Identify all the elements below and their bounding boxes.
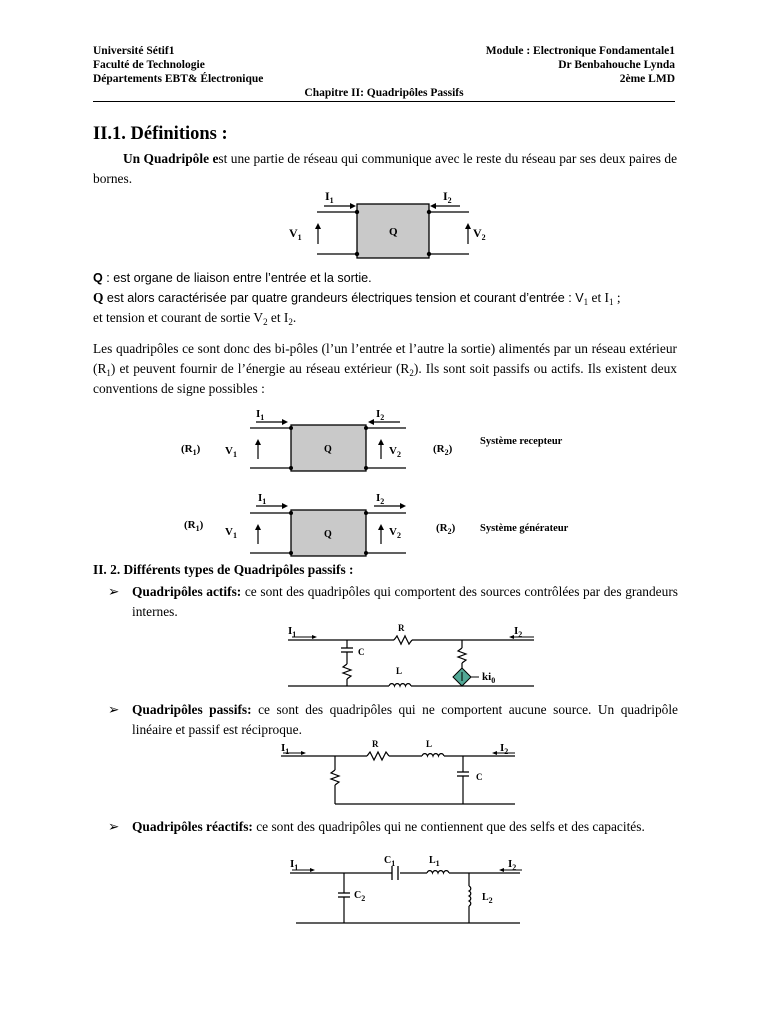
svg-text:Q: Q — [324, 444, 332, 455]
svg-text:V1: $V_1$ — [225, 445, 237, 459]
svg-text:I2: $I_2$ — [376, 492, 385, 506]
l1-label: $L_1$ — [429, 855, 440, 868]
header-left — [93, 44, 263, 86]
resistor-r-label: R — [398, 623, 405, 633]
active-circuit — [282, 618, 552, 692]
svg-text:(R1): $(R_1)$ — [181, 443, 201, 457]
svg-text:I1: $I_1$ — [258, 492, 267, 506]
v2-label: $V_2$ — [473, 226, 486, 242]
reactive-circuit — [284, 853, 529, 929]
receiver-system-diagram — [181, 408, 563, 471]
q-definition: Q : est organe de liaison entre l’entrée et la sortie. — [93, 271, 372, 285]
svg-text:I2: $I_2$ — [514, 625, 523, 639]
v1-label: $V_1$ — [289, 226, 302, 242]
svg-text:(R2): $(R_2)$ — [433, 443, 453, 457]
c1-label: $C_1$ — [384, 855, 396, 868]
q-label: Q — [389, 226, 398, 238]
teacher-name: Dr Benbahouche Lynda — [558, 59, 675, 71]
bullet-arrow-icon: ➢ — [108, 702, 120, 717]
svg-text:I2: $I_2$ — [508, 858, 517, 872]
intro-paragraph: Un Quadripôle est une partie de réseau qui communique avec le reste du réseau par ses deux paires de bornes. — [93, 151, 678, 186]
level: 2ème LMD — [619, 73, 675, 85]
l2-label: $L_2$ — [482, 892, 493, 905]
i2-label: $I_2$ — [443, 189, 452, 205]
faculty-name: Faculté de Technologie — [93, 59, 205, 71]
bipole-paragraph: Les quadripôles ce sont donc des bi-pôles (l’un l’entrée et l’autre la sortie) alimentés par un réseau extérieur $(R_1)$ et peuvent fournir de l’énergie au réseau extérieur $(R_2)$. Ils sont soit passifs ou actifs. Ils existent deux conventions de signe possibles : — [93, 341, 677, 396]
svg-text:V2: $V_2$ — [389, 526, 401, 540]
bullet-arrow-icon: ➢ — [108, 819, 120, 834]
capacitor-c-label: C — [476, 772, 483, 782]
svg-text:I1: $I_1$ — [256, 408, 265, 422]
quadripole-figure — [280, 186, 490, 266]
capacitor-c-label: C — [358, 647, 365, 657]
q-characterisation: Q est alors caractérisée par quatre grandeurs électriques tension et courant d’entrée : $V_1$ et $I_1$ ; et tension et courant de sortie $V_2$ et $I_2$. — [93, 290, 621, 327]
header-right — [420, 44, 675, 86]
svg-text:I2: $I_2$ — [376, 408, 385, 422]
generator-system-diagram — [184, 492, 569, 556]
i1-label: $I_1$ — [325, 189, 334, 205]
module-name: Module : Electronique Fondamentale1 — [485, 45, 675, 57]
svg-text:V2: $V_2$ — [389, 445, 401, 459]
svg-text:I2: $I_2$ — [500, 742, 509, 756]
resistor-r-label: R — [372, 739, 379, 749]
section2-title: II. 2. Différents types de Quadripôles passifs : — [93, 562, 354, 577]
bullet-arrow-icon: ➢ — [108, 584, 120, 599]
svg-text:Q: Q — [324, 529, 332, 540]
generator-system-label: Système générateur — [480, 523, 569, 534]
svg-text:(R1): $(R_1)$ — [184, 519, 204, 533]
svg-text:I1: $I_1$ — [290, 858, 299, 872]
svg-text:V1: $V_1$ — [225, 526, 237, 540]
receiver-system-label: Système recepteur — [480, 436, 563, 447]
inductor-l-label: L — [396, 666, 403, 676]
svg-text:I1: $I_1$ — [288, 625, 297, 639]
svg-text:(R2): $(R_2)$ — [436, 522, 456, 536]
university-name: Université Sétif1 — [93, 45, 175, 57]
svg-text:I1: $I_1$ — [281, 742, 290, 756]
section-title: II.1. Définitions : — [93, 124, 228, 144]
c2-label: $C_2$ — [354, 890, 366, 903]
department-name: Départements EBT& Électronique — [93, 73, 264, 85]
bullet-active: ➢ Quadripôles actifs: ce sont des quadripôles qui comportent des sources contrôlées par des grandeurs internes. — [108, 584, 678, 619]
bullet-passive: ➢ Quadripôles passifs: ce sont des quadripôles qui ne comportent aucune source. Un quadripôle linéaire et passif est réciproque. — [108, 702, 678, 737]
inductor-l-label: L — [426, 739, 433, 749]
chapter-title: Chapitre II: Quadripôles Passifs — [304, 87, 464, 99]
header-divider — [93, 101, 675, 102]
source-label: $ki_0$ — [482, 671, 496, 685]
conventions-figure — [178, 404, 598, 559]
passive-circuit — [275, 736, 525, 808]
bullet-reactive: ➢ Quadripôles réactifs: ce sont des quadripôles qui ne contiennent que des selfs et des capacités. — [108, 817, 678, 837]
